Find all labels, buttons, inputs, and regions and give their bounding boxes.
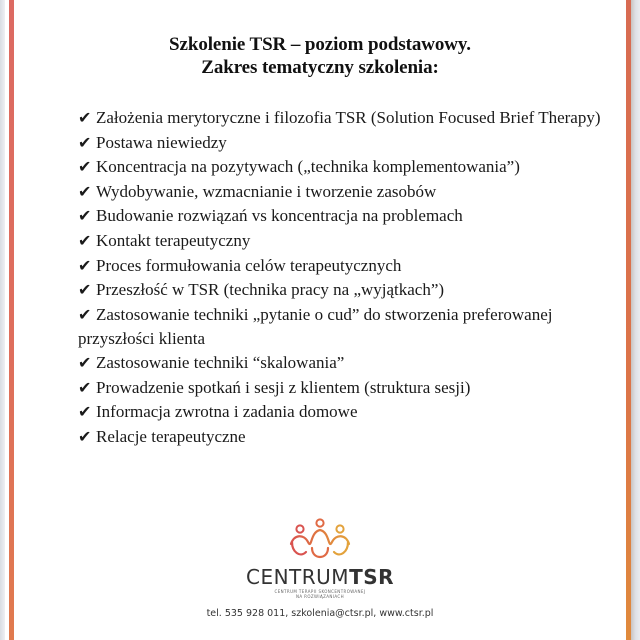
- list-item-text: Prowadzenie spotkań i sesji z klientem (struktura sesji): [96, 377, 471, 397]
- brand-subtitle-line-1: CENTRUM TERAPII SKONCENTROWANEJ: [274, 589, 366, 594]
- brand-subtitle-line-2: NA ROZWIĄZANIACH: [295, 594, 345, 599]
- check-mark-icon: ✔: [78, 428, 92, 446]
- list-item-text: Wydobywanie, wzmacnianie i tworzenie zasobów: [96, 181, 437, 201]
- title-line-1: Szkolenie TSR – poziom podstawowy.: [169, 34, 471, 55]
- check-mark-icon: ✔: [78, 110, 92, 127]
- list-item-text: Zastosowanie techniki “skalowania”: [96, 352, 345, 372]
- check-mark-icon: ✔: [78, 134, 92, 152]
- check-mark-icon: ✔: [78, 404, 92, 422]
- list-item-text: Informacja zwrotna i zadania domowe: [96, 402, 358, 422]
- list-item: [78, 180, 618, 205]
- list-item-text: Budowanie rozwiązań vs koncentracja na problemach: [96, 206, 463, 226]
- topic-list: [78, 106, 618, 449]
- brand-name-bold: TSR: [349, 565, 395, 589]
- list-item: [78, 106, 618, 131]
- list-item: [78, 131, 618, 156]
- list-item-text: Przeszłość w TSR (technika pracy na „wyjątkach”): [96, 280, 445, 300]
- check-mark-icon: ✔: [78, 183, 92, 201]
- list-item-text: Kontakt terapeutyczny: [96, 230, 251, 250]
- list-item: [78, 278, 618, 303]
- three-people-wave-logo-icon: [288, 518, 352, 562]
- check-mark-icon: ✔: [78, 232, 92, 250]
- list-item: [78, 351, 618, 376]
- list-item: [78, 303, 618, 351]
- check-mark-icon: ✔: [78, 379, 92, 397]
- check-mark-icon: ✔: [78, 282, 92, 300]
- contact-info: tel. 535 928 011, szkolenia@ctsr.pl, www.ctsr.pl: [206, 608, 434, 619]
- centrum-tsr-logo: [0, 518, 640, 562]
- list-item-text: Proces formułowania celów terapeutycznych: [96, 255, 402, 275]
- check-mark-icon: ✔: [78, 306, 92, 324]
- list-item-text: Założenia merytoryczne i filozofia TSR (Solution Focused Brief Therapy): [96, 108, 601, 127]
- check-mark-icon: ✔: [78, 354, 92, 372]
- list-item-text: Koncentracja na pozytywach („technika komplementowania”): [96, 157, 520, 177]
- list-item: [78, 400, 618, 425]
- check-mark-icon: ✔: [78, 208, 92, 226]
- brand-name-light: CENTRUM: [245, 565, 350, 589]
- list-item-text: Relacje terapeutyczne: [96, 426, 246, 446]
- brand-subtitle: [0, 589, 640, 599]
- list-item: [78, 204, 618, 229]
- list-item: [78, 254, 618, 279]
- document-title: [0, 33, 640, 79]
- check-mark-icon: ✔: [78, 257, 92, 275]
- title-line-2: Zakres tematyczny szkolenia:: [201, 57, 439, 78]
- list-item: [78, 425, 618, 450]
- list-item: [78, 155, 618, 180]
- list-item: [78, 376, 618, 401]
- list-item-text: Postawa niewiedzy: [96, 132, 227, 152]
- list-item: [78, 229, 618, 254]
- check-mark-icon: ✔: [78, 159, 92, 177]
- list-item-text: Zastosowanie techniki „pytanie o cud” do stworzenia preferowanej przyszłości klienta: [78, 304, 553, 349]
- brand-name: [0, 566, 640, 588]
